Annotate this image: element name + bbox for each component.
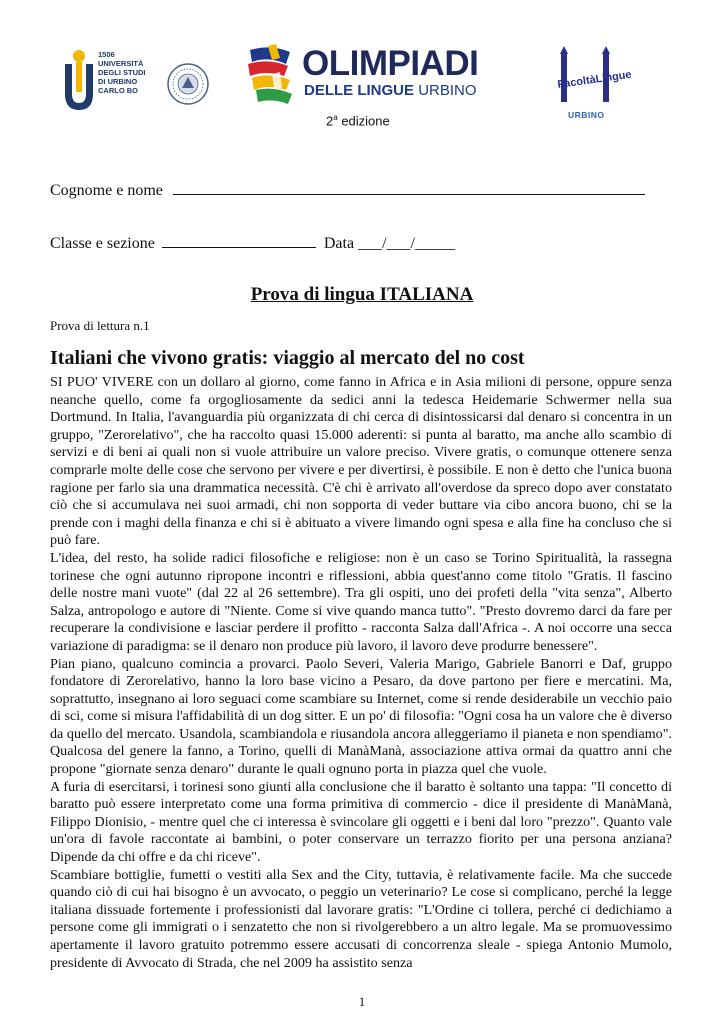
name-label: Cognome e nome [50, 182, 163, 199]
uniurb-name: 1506 UNIVERSITÀ DEGLI STUDI DI URBINO CARLO BO [98, 50, 146, 95]
olimpiadi-title: OLIMPIADI [302, 44, 479, 83]
facolta-city: URBINO [568, 110, 605, 120]
paragraph: Scambiare bottiglie, fumetti o vestiti alla Sex and the City, tuttavia, è relativamente facile. Ma che succede quando ciò di cui hai bisogno è un avvocato, o peggio un veterinario? Le cose si complicano, perché la legge italiana dissuade fortemente i professionisti dal lavorare gratis: "L'Ordine ci tollera, perché ci dedichiamo a persone come gli immigrati o i senzatetto che non si rivolgerebbero a un altro legale. Ma se promuovessimo apertamente il lavoro gratuito potremmo essere accusati di concorrenza sleale - spiega Antonio Mumolo, presidente di Avvocato di Strada, che nel 2009 ha assistito senza [50, 866, 672, 971]
date-label: Data [323, 235, 355, 252]
date-field[interactable]: ___/___/_____ [358, 235, 455, 252]
article-title: Italiani che vivono gratis: viaggio al mercato del no cost [50, 347, 525, 369]
name-field[interactable] [173, 180, 645, 195]
page-header [0, 0, 724, 140]
class-label: Classe e sezione [50, 235, 155, 252]
university-seal-icon [166, 62, 210, 106]
class-field[interactable] [162, 233, 316, 248]
page-number: 1 [358, 994, 366, 1009]
article-body [50, 374, 672, 972]
uniurb-logo [62, 44, 212, 114]
olimpiadi-logo [246, 44, 486, 108]
test-number: Prova di lettura n.1 [50, 318, 150, 333]
flags-swoosh-icon [246, 44, 310, 106]
name-field-row [50, 180, 645, 200]
facolta-name: FacoltàLingue [556, 68, 633, 91]
paragraph: L'idea, del resto, ha solide radici filosofiche e religiose: non è un caso se Torino Spiritualità, la rassegna torinese che ogni autunno ripropone incontri e riflessioni, abbia quest'anno come titolo "Gratis. Il fascino delle nostre mani vuote" (dal 22 al 26 settembre). Tra gli ospiti, uno dei profeti della "vita senza", Alberto Salza, antropologo e autore di "Niente. Come si vive quando manca tutto". "Presto dovremo darci da fare per recuperare la condivisione e lasciar perdere il profitto - racconta Salza dall'Africa -. A noi occorre una secca variazione di paradigma: se il denaro non produce più lavoro, il lavoro deve produrre benessere". [50, 549, 672, 654]
paragraph: A furia di esercitarsi, i torinesi sono giunti alla conclusione che il baratto è soltanto una tappa: "Il concetto di baratto può essere interpretato come una forma primitiva di commercio - dice il presidente di ManàManà, Filippo Dionisio, - mentre quel che ci interessa è svincolare gli oggetti e i beni dal loro "prezzo". Quanto vale un'ora di favole raccontate ai bambini, o poter conservare un terrazzo fiorito per una persona anziana? Dipende da chi offre e da chi riceve". [50, 778, 672, 866]
uniurb-u-icon [62, 44, 96, 114]
class-date-row [50, 233, 455, 253]
paragraph: Pian piano, qualcuno comincia a provarci. Paolo Severi, Valeria Marigo, Gabriele Banorri e Daf, gruppo fondatore di Zerorelativo, hanno la loro base vicino a Pesaro, da dove partono per fiere e mercatini. Ma, soprattutto, insegnano ai loro seguaci come scambiare su Internet, come si rende desiderabile un vecchio paio di sci, come si misura l'affidabilità di un dog sitter. E un po' di filosofia: "Ogni cosa ha un valore che è diverso da quello del mercato. Usandola, scambiandola e riusandola ancora alleggeriamo il pianeta e non spendiamo". Qualcosa del genere la fanno, a Torino, quelli di ManàManà, associazione attiva ormai da quattro anni che propone "giornate senza denaro" durante le quali ognuno porta in piazza quel che vuole. [50, 655, 672, 778]
towers-icon [552, 44, 633, 108]
paragraph: SI PUO' VIVERE con un dollaro al giorno, come fanno in Africa e in Asia milioni di persone, oppure senza neanche quello, come fa orgogliosamente da sedici anni la tedesca Heidemarie Schwermer nella sua Dortmund. In Italia, l'avanguardia più organizzata di chi cerca di disintossicarsi dal denaro si concentra in un gruppo, "Zerorelativo", che ha raccolto quasi 15.000 aderenti: si punta al baratto, ma anche allo scambio di servizi e di beni ai quali non si vuole attribuire un valore preciso. Vivere gratis, o comunque ottenere senza comprarle molte delle cose che servono per vivere e per divertirsi, è possibile. E non è detto che l'unica buona ragione per farlo sia una drammatica necessità. C'è chi è arrivato all'overdose da spreco dopo aver constatato ciò che si accumulava nei suoi armadi, chi non sopporta di veder buttare via cibo ancora buono, chi se la prende con i maghi della finanza e chi si è abituato a vivere limando ogni spesa e alla fine ha concluso che si può fare. [50, 374, 672, 549]
facolta-lingue-logo [552, 44, 633, 126]
edition-label: 2$^a$ edizione [326, 113, 390, 129]
olimpiadi-subtitle: DELLE LINGUE URBINO [304, 82, 477, 99]
test-title: Prova di lingua ITALIANA [250, 284, 474, 305]
